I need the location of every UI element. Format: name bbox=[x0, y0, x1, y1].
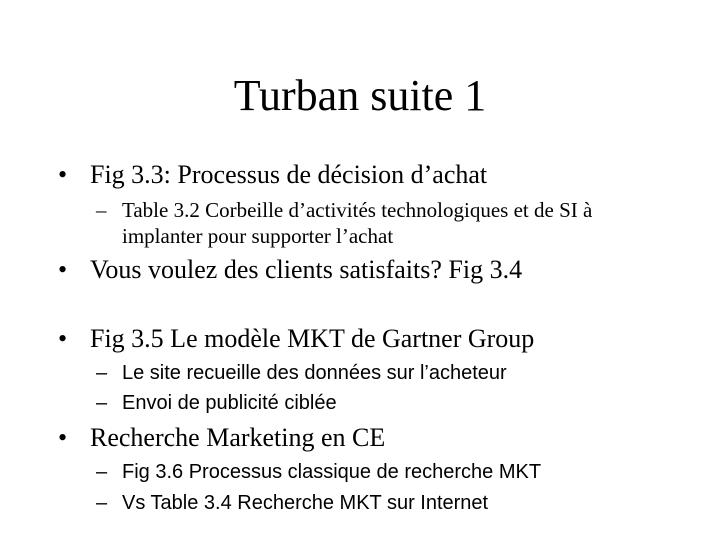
bullet-icon: • bbox=[58, 324, 68, 353]
bullet-icon: • bbox=[58, 423, 68, 452]
bullet-text: Fig 3.5 Le modèle MKT de Gartner Group bbox=[90, 324, 535, 353]
slide-title: Turban suite 1 bbox=[233, 71, 487, 120]
dash-icon: – bbox=[96, 198, 107, 222]
bullet-text: Vous voulez des clients satisfaits? Fig 3.4 bbox=[90, 255, 523, 284]
sub-bullet-text: Vs Table 3.4 Recherche MKT sur Internet bbox=[122, 492, 489, 514]
dash-icon: – bbox=[96, 492, 108, 514]
dash-icon: – bbox=[96, 461, 108, 483]
dash-icon: – bbox=[96, 392, 108, 414]
sub-bullet-text: Le site recueille des données sur l’acheteur bbox=[122, 362, 507, 384]
sub-bullet-text: implanter pour supporter l’achat bbox=[122, 224, 394, 248]
dash-icon: – bbox=[96, 362, 108, 384]
sub-bullet-text: Fig 3.6 Processus classique de recherche MKT bbox=[122, 461, 542, 483]
bullet-text: Fig 3.3: Processus de décision d’achat bbox=[90, 160, 488, 189]
bullet-icon: • bbox=[58, 160, 68, 189]
bullet-icon: • bbox=[58, 255, 68, 284]
bullet-text: Recherche Marketing en CE bbox=[90, 423, 386, 452]
sub-bullet-text: Table 3.2 Corbeille d’activités technologiques et de SI à bbox=[122, 198, 593, 222]
sub-bullet-text: Envoi de publicité ciblée bbox=[122, 392, 337, 414]
